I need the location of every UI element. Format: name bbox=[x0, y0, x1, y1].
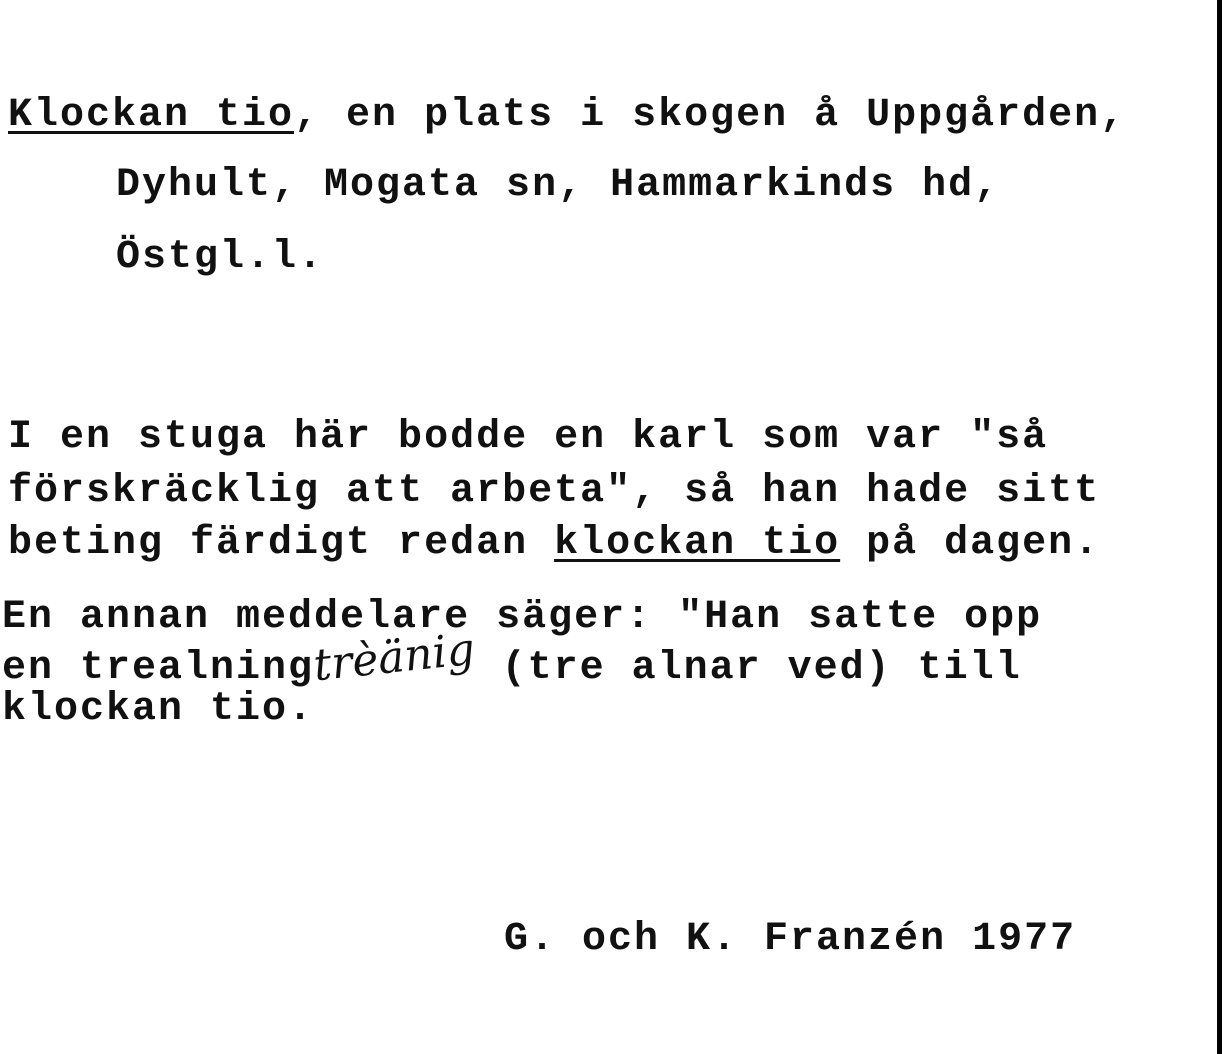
handwritten-word: trèänig bbox=[311, 623, 478, 692]
informant-line-2-before: en trealning bbox=[2, 646, 315, 691]
place-name: Klockan tio bbox=[8, 93, 295, 138]
informant-line-2-after: (tre alnar ved) till bbox=[475, 646, 1022, 691]
story-line-2: förskräcklig att arbeta", så han hade sitt bbox=[8, 469, 1101, 514]
heading-location: , en plats i skogen å Uppgården, bbox=[294, 93, 1127, 138]
heading-line-3: Östgl.l. bbox=[116, 235, 325, 280]
story-line-3 bbox=[8, 520, 1100, 568]
story-line-1: I en stuga här bodde en karl som var "så bbox=[8, 415, 1049, 460]
signature: G. och K. Franzén 1977 bbox=[504, 917, 1077, 962]
informant-line-1: En annan meddelare säger: "Han satte opp bbox=[2, 595, 1043, 640]
story-line-3-after: på dagen. bbox=[840, 521, 1101, 566]
story-line-3-before: beting färdigt redan bbox=[8, 521, 555, 566]
informant-line-3: klockan tio. bbox=[2, 687, 315, 732]
heading-line-1 bbox=[8, 92, 1126, 140]
heading-line-2: Dyhult, Mogata sn, Hammarkinds hd, bbox=[116, 163, 1001, 208]
card-right-edge bbox=[1217, 0, 1222, 1054]
story-underlined-phrase: klockan tio bbox=[554, 521, 841, 566]
